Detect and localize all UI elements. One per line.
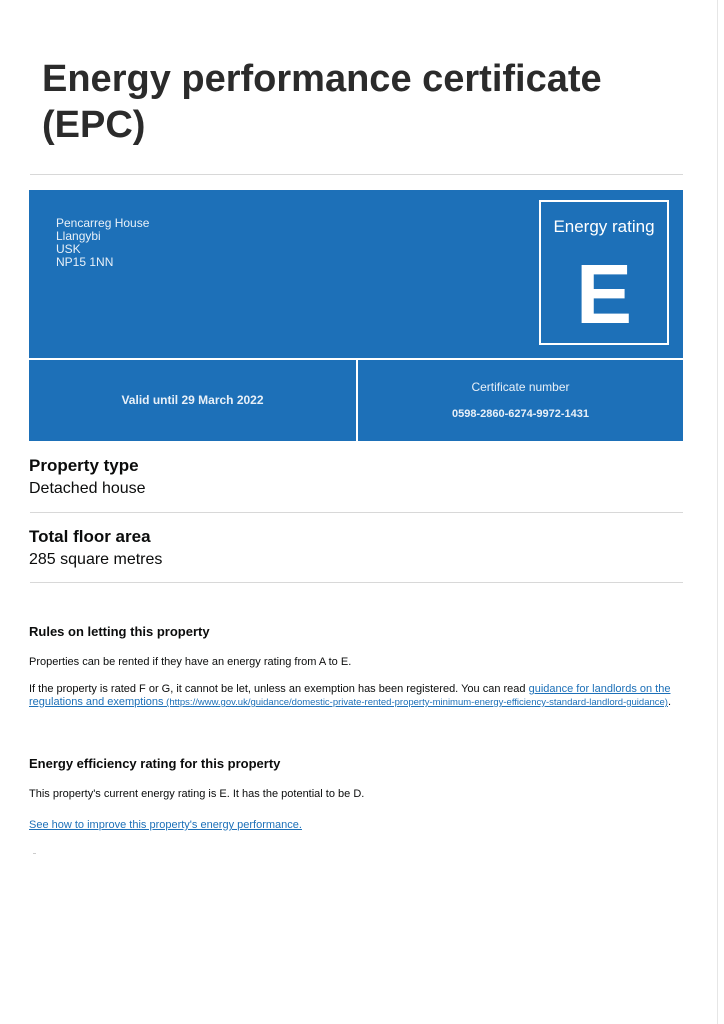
energy-rating-letter: E [575, 247, 633, 341]
divider [30, 582, 683, 583]
letting-rules-heading: Rules on letting this property [29, 624, 210, 639]
property-type-value: Detached house [29, 480, 146, 497]
improve-performance-paragraph [29, 819, 689, 832]
address-line-1: Pencarreg House [56, 216, 150, 230]
landlord-guidance-link-text: guidance for landlords on the regulations and exemptions [29, 683, 671, 708]
efficiency-rating-text: This property's current energy rating is E. It has the potential to be D. [29, 788, 365, 800]
panel-divider-vertical [356, 360, 358, 441]
landlord-guidance-url: (https://www.gov.uk/guidance/domestic-private-rented-property-minimum-energy-efficiency-standard-landlord-guidance) [163, 697, 668, 708]
energy-rating-label: Energy rating [553, 217, 655, 236]
letting-exemption-text [29, 683, 689, 709]
divider [30, 174, 683, 175]
page-edge [717, 0, 718, 1024]
letting-rules-text: Properties can be rented if they have an energy rating from A to E. [29, 656, 352, 668]
divider [30, 512, 683, 513]
certificate-number-label: Certificate number [471, 380, 570, 394]
exemption-text-end: . [667, 696, 672, 708]
efficiency-rating-heading: Energy efficiency rating for this property [29, 756, 281, 771]
energy-rating-box [539, 200, 669, 345]
page-title: Energy performance certificate (EPC) [42, 58, 602, 146]
address-line-3: USK [56, 242, 81, 256]
floor-area-value: 285 square metres [29, 551, 163, 568]
improve-performance-link[interactable]: See how to improve this property's energy performance. [29, 819, 302, 831]
address-line-2: Llangybi [56, 229, 101, 243]
property-address [56, 217, 149, 269]
address-postcode: NP15 1NN [56, 255, 114, 269]
epc-summary-panel [29, 190, 683, 441]
exemption-text-start: If the property is rated F or G, it cannot be let, unless an exemption has been registered. You can read [29, 683, 529, 695]
scan-mark [33, 853, 36, 854]
floor-area-heading: Total floor area [29, 527, 151, 546]
property-type-heading: Property type [29, 456, 139, 475]
valid-until: Valid until 29 March 2022 [121, 393, 264, 407]
certificate-number: 0598-2860-6274-9972-1431 [451, 408, 589, 420]
